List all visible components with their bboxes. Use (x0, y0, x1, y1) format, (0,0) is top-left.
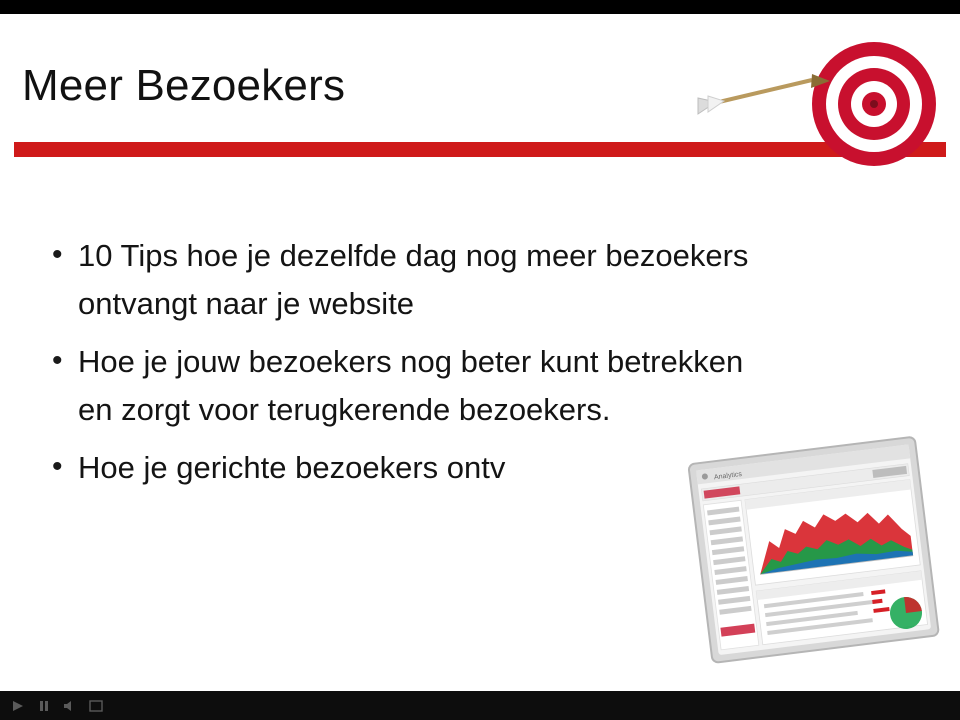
viewer-top-band (0, 0, 960, 14)
bullet-marker: • (52, 344, 63, 377)
play-icon[interactable] (10, 699, 26, 713)
arrow-icon (694, 72, 842, 118)
slide-canvas (0, 14, 960, 691)
svg-text:Analytics: Analytics (713, 470, 743, 482)
fullscreen-icon[interactable] (88, 699, 104, 713)
volume-icon[interactable] (62, 699, 78, 713)
pause-icon[interactable] (36, 699, 52, 713)
bullet-marker: • (52, 450, 63, 483)
list-item (52, 338, 792, 434)
page-title: Meer Bezoekers (22, 61, 346, 110)
player-controls-bar[interactable] (0, 691, 960, 720)
title-divider (14, 142, 946, 157)
list-item (52, 232, 792, 328)
analytics-chart-image (676, 428, 948, 678)
bullet-text: 10 Tips hoe je dezelfde dag nog meer bezoekers ontvangt naar je website (78, 238, 749, 321)
bullet-text: Hoe je gerichte bezoekers ontv (78, 450, 506, 485)
bullet-marker: • (52, 238, 63, 271)
bullet-text: Hoe je jouw bezoekers nog beter kunt betrekken en zorgt voor terugkerende bezoekers. (78, 344, 744, 427)
